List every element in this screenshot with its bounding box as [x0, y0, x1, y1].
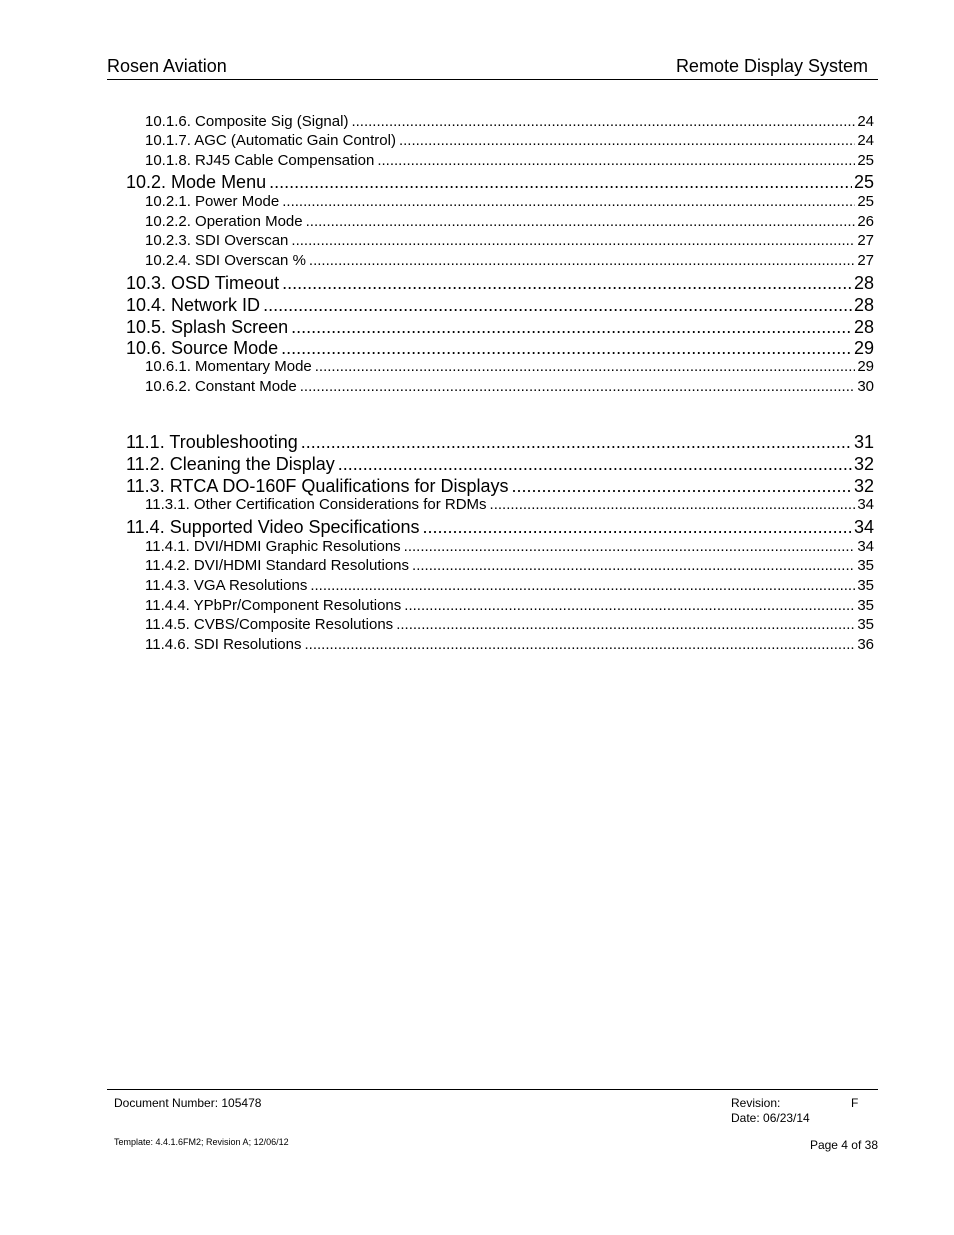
toc-leader-dots	[412, 557, 855, 574]
toc-entry-page: 34	[857, 496, 874, 513]
toc-entry-page: 35	[857, 577, 874, 594]
toc-entry-title: 10.6. Source Mode	[126, 338, 279, 358]
toc-entry-page: 36	[857, 636, 874, 653]
toc-entry-title: 11.3.1. Other Certification Considerations for RDMs	[145, 496, 487, 513]
toc-leader-dots	[304, 636, 855, 653]
toc-entry[interactable]	[145, 636, 874, 655]
toc-entry[interactable]	[126, 338, 874, 360]
toc-entry[interactable]	[145, 538, 874, 557]
toc-leader-dots	[306, 213, 856, 230]
toc-entry[interactable]	[145, 378, 874, 397]
toc-leader-dots	[404, 597, 855, 614]
toc-entry-title: 11.4.2. DVI/HDMI Standard Resolutions	[145, 557, 410, 574]
toc-entry[interactable]	[126, 517, 874, 539]
toc-leader-dots	[282, 273, 852, 294]
toc-entry-page: 25	[853, 172, 874, 192]
toc-entry-page: 31	[853, 432, 874, 452]
toc-leader-dots	[399, 132, 855, 149]
toc-entry-title: 10.1.6. Composite Sig (Signal)	[145, 113, 349, 130]
toc-leader-dots	[351, 113, 855, 130]
toc-leader-dots	[396, 616, 855, 633]
toc-entry[interactable]	[145, 213, 874, 232]
toc-entry[interactable]	[145, 577, 874, 596]
document-number: Document Number: 105478	[114, 1096, 262, 1110]
toc-entry[interactable]	[126, 172, 874, 194]
toc-leader-dots	[377, 152, 855, 169]
toc-entry-title: 10.2.1. Power Mode	[145, 193, 280, 210]
page-header	[107, 55, 878, 80]
toc-entry-page: 28	[853, 295, 874, 315]
toc-entry-page: 26	[857, 213, 874, 230]
toc-entry-title: 11.4.6. SDI Resolutions	[145, 636, 302, 653]
toc-entry-page: 28	[853, 317, 874, 337]
toc-entry[interactable]	[126, 295, 874, 317]
toc-leader-dots	[490, 496, 856, 513]
toc-entry-page: 25	[857, 193, 874, 210]
toc-leader-dots	[404, 538, 856, 555]
page-footer	[107, 1089, 878, 1170]
toc-entry[interactable]	[126, 476, 874, 498]
toc-entry-page: 27	[857, 252, 874, 269]
toc-entry-page: 35	[857, 597, 874, 614]
toc-leader-dots	[338, 454, 852, 475]
toc-entry-title: 11.1. Troubleshooting	[126, 432, 298, 452]
revision-value: F	[851, 1096, 859, 1110]
toc-entry-title: 11.4.1. DVI/HDMI Graphic Resolutions	[145, 538, 401, 555]
toc-entry-title: 11.4. Supported Video Specifications	[126, 517, 420, 537]
toc-entry-page: 24	[857, 113, 874, 130]
toc-leader-dots	[269, 172, 852, 193]
toc-entry-title: 10.1.7. AGC (Automatic Gain Control)	[145, 132, 396, 149]
toc-leader-dots	[310, 577, 855, 594]
toc-entry[interactable]	[145, 132, 874, 151]
toc-entry-title: 10.3. OSD Timeout	[126, 273, 280, 293]
toc-leader-dots	[282, 193, 855, 210]
toc-leader-dots	[291, 317, 852, 338]
toc-entry-title: 11.4.5. CVBS/Composite Resolutions	[145, 616, 394, 633]
toc-leader-dots	[300, 378, 856, 395]
toc-leader-dots	[291, 232, 855, 249]
toc-entry-page: 30	[857, 378, 874, 395]
toc-entry[interactable]	[126, 432, 874, 454]
toc-entry[interactable]	[145, 232, 874, 251]
toc-entry-page: 29	[857, 358, 874, 375]
toc-leader-dots	[315, 358, 856, 375]
toc-entry[interactable]	[145, 113, 874, 132]
toc-entry-page: 35	[857, 616, 874, 633]
toc-entry-title: 11.2. Cleaning the Display	[126, 454, 335, 474]
toc-entry-page: 24	[857, 132, 874, 149]
toc-leader-dots	[263, 295, 852, 316]
toc-entry-page: 34	[853, 517, 874, 537]
toc-entry-title: 10.2.3. SDI Overscan	[145, 232, 289, 249]
toc-entry-title: 10.2.2. Operation Mode	[145, 213, 303, 230]
toc-entry-page: 34	[857, 538, 874, 555]
toc-entry[interactable]	[145, 557, 874, 576]
template-info: Template: 4.4.1.6FM2; Revision A; 12/06/12	[114, 1137, 289, 1147]
toc-entry-title: 11.4.3. VGA Resolutions	[145, 577, 308, 594]
toc-leader-dots	[301, 432, 852, 453]
toc-entry-title: 10.2. Mode Menu	[126, 172, 267, 192]
toc-leader-dots	[423, 517, 852, 538]
document-date: Date: 06/23/14	[731, 1111, 810, 1125]
toc-entry-page: 27	[857, 232, 874, 249]
toc-leader-dots	[309, 252, 855, 269]
toc-entry[interactable]	[145, 252, 874, 271]
toc-entry[interactable]	[145, 152, 874, 171]
toc-entry-page: 28	[853, 273, 874, 293]
toc-entry-page: 29	[853, 338, 874, 358]
toc-entry-title: 10.1.8. RJ45 Cable Compensation	[145, 152, 375, 169]
toc-entry-title: 10.5. Splash Screen	[126, 317, 289, 337]
revision-label: Revision:	[731, 1096, 781, 1110]
toc-entry-page: 32	[853, 476, 874, 496]
toc-entry-title: 11.3. RTCA DO-160F Qualifications for Displays	[126, 476, 509, 496]
toc-entry-title: 10.4. Network ID	[126, 295, 261, 315]
toc-leader-dots	[511, 476, 851, 497]
toc-entry-title: 11.4.4. YPbPr/Component Resolutions	[145, 597, 402, 614]
toc-entry[interactable]	[145, 616, 874, 635]
header-company: Rosen Aviation	[107, 56, 227, 76]
toc-entry[interactable]	[126, 317, 874, 339]
toc-entry-title: 10.2.4. SDI Overscan %	[145, 252, 306, 269]
toc-entry-page: 32	[853, 454, 874, 474]
toc-entry-page: 35	[857, 557, 874, 574]
toc-entry[interactable]	[126, 273, 874, 295]
header-document-title: Remote Display System	[675, 56, 868, 76]
toc-entry-title: 10.6.2. Constant Mode	[145, 378, 297, 395]
toc-entry[interactable]	[145, 496, 874, 515]
toc-entry[interactable]	[145, 193, 874, 212]
page-number: Page 4 of 38	[809, 1138, 878, 1152]
toc-entry[interactable]	[145, 358, 874, 377]
toc-entry-title: 10.6.1. Momentary Mode	[145, 358, 312, 375]
toc-entry[interactable]	[145, 597, 874, 616]
toc-entry[interactable]	[126, 454, 874, 476]
toc-entry-page: 25	[857, 152, 874, 169]
toc-leader-dots	[281, 338, 852, 359]
